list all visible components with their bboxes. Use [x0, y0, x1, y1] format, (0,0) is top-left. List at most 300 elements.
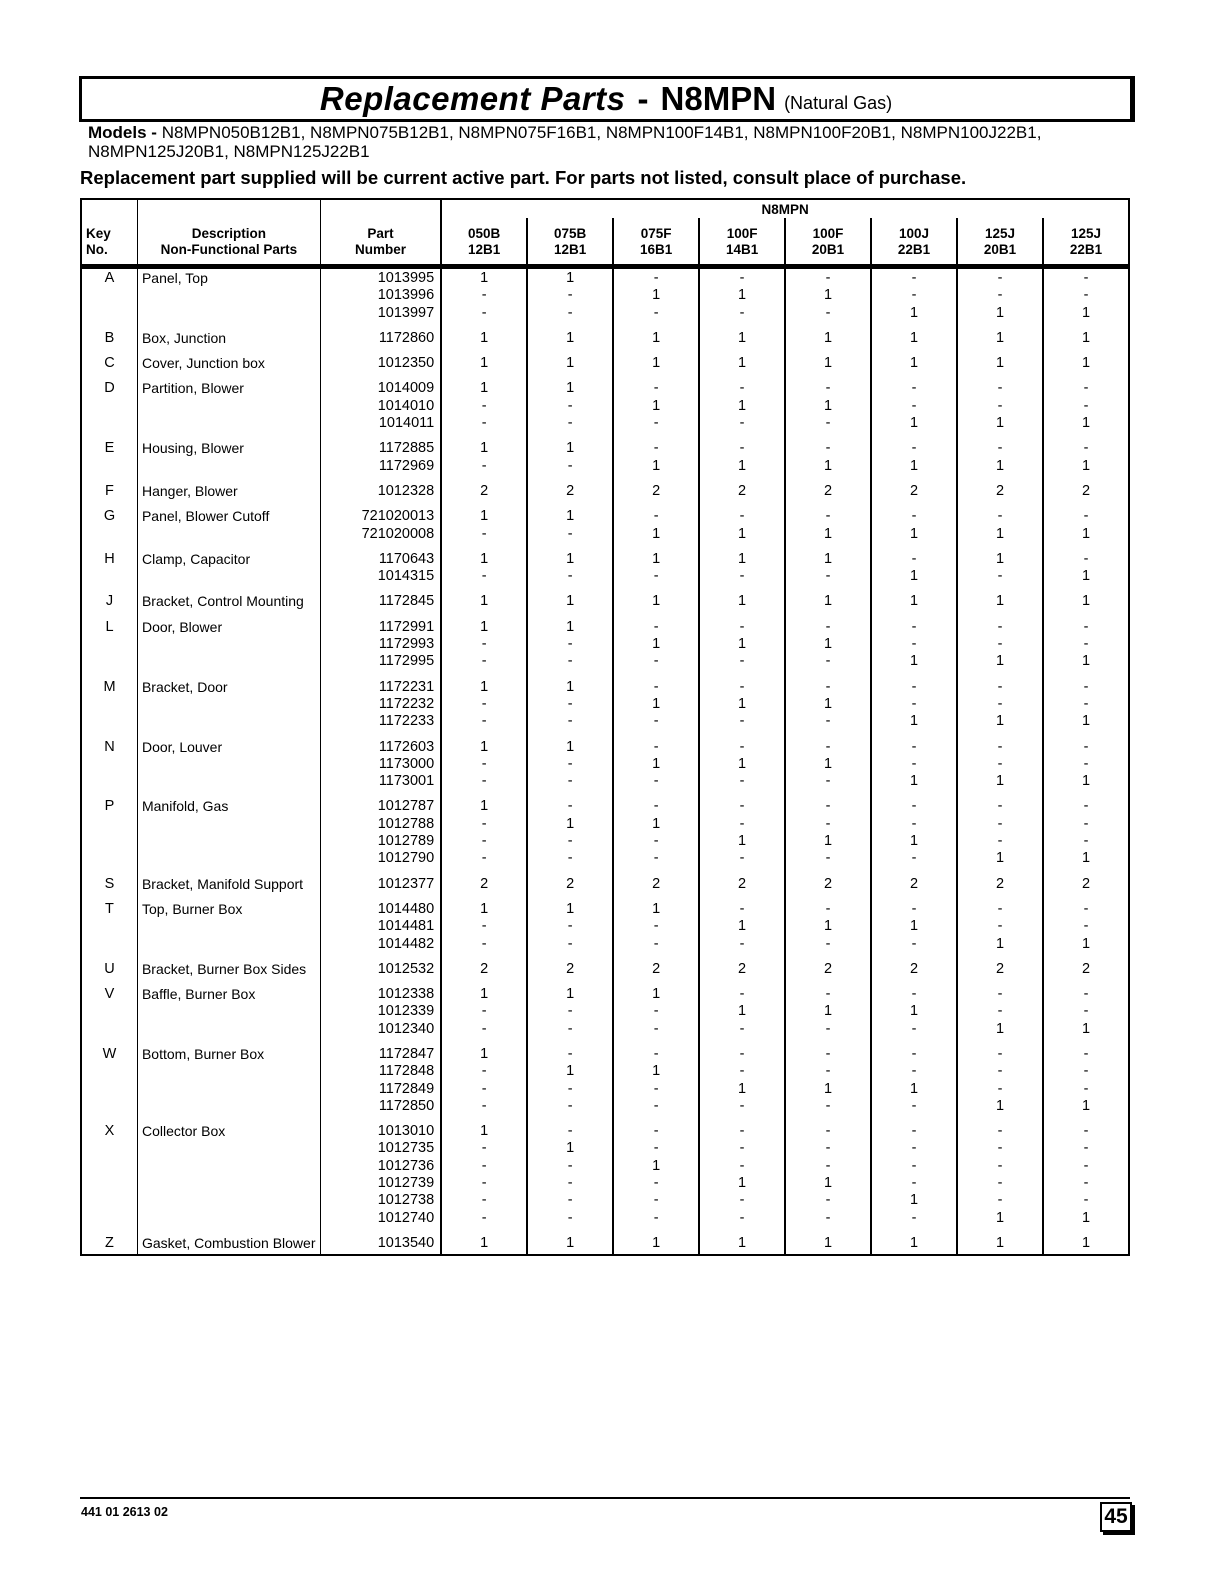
quantity-cell: 2 — [699, 475, 785, 500]
quantity-cell: 1 — [957, 653, 1043, 670]
quantity-cell: - — [957, 756, 1043, 773]
description-cell — [137, 458, 320, 475]
quantity-cell: - — [871, 978, 957, 1003]
quantity-cell: - — [481, 773, 487, 790]
quantity-cell: 1 — [480, 798, 489, 815]
table-row — [81, 833, 1129, 850]
description-cell — [137, 526, 320, 543]
quantity-cell: - — [613, 918, 699, 935]
quantity-cell: 1 — [527, 1140, 613, 1157]
table-row — [81, 500, 1129, 525]
quantity-cell: 1 — [699, 636, 785, 653]
quantity-cell: - — [785, 372, 871, 397]
quantity-cell: 1 — [785, 833, 871, 850]
header-model-column: 075B 12B1 — [527, 218, 613, 267]
description-cell — [137, 287, 320, 304]
fuel-type: (Natural Gas) — [784, 92, 893, 113]
table-row — [81, 458, 1129, 475]
quantity-cell: - — [1043, 287, 1129, 304]
quantity-cell: - — [527, 936, 613, 953]
title-separator: - — [637, 80, 649, 117]
table-row — [81, 756, 1129, 773]
quantity-cell: 1 — [1043, 568, 1129, 585]
quantity-cell: - — [785, 267, 871, 288]
quantity-cell: 1 — [871, 918, 957, 935]
quantity-cell: 1 — [785, 526, 871, 543]
quantity-cell: 1 — [871, 526, 957, 543]
quantity-cell: 1 — [785, 322, 871, 347]
quantity-cell: 2 — [871, 475, 957, 500]
key-no-cell — [81, 1021, 137, 1038]
quantity-cell: - — [957, 287, 1043, 304]
table-row — [81, 475, 1129, 500]
table-row — [81, 543, 1129, 568]
replacement-notice: Replacement part supplied will be current active part. For parts not listed, consult place of purchase. — [80, 167, 967, 188]
quantity-cell: - — [527, 1115, 613, 1140]
part-number-cell: 1012350 — [320, 347, 441, 372]
part-number-cell: 1170643 — [320, 543, 441, 568]
quantity-cell: - — [527, 696, 613, 713]
quantity-cell: 1 — [613, 696, 699, 713]
quantity-cell: 2 — [871, 868, 957, 893]
header-model-column: 100F 20B1 — [785, 218, 871, 267]
table-row — [81, 1140, 1129, 1157]
part-number-cell: 1014010 — [320, 398, 441, 415]
quantity-cell: - — [871, 893, 957, 918]
quantity-cell: - — [481, 568, 487, 585]
quantity-cell: - — [957, 636, 1043, 653]
quantity-cell: 1 — [871, 585, 957, 610]
quantity-cell: - — [1043, 671, 1129, 696]
quantity-cell: - — [957, 696, 1043, 713]
table-row — [81, 398, 1129, 415]
description-cell: Partition, Blower — [137, 372, 320, 397]
quantity-cell: - — [613, 671, 699, 696]
quantity-cell: 1 — [871, 713, 957, 730]
header-model-column: 125J 20B1 — [957, 218, 1043, 267]
description-cell — [137, 415, 320, 432]
quantity-cell: - — [527, 713, 613, 730]
quantity-cell: 1 — [527, 893, 613, 918]
quantity-cell: - — [527, 1192, 613, 1209]
description-cell: Baffle, Burner Box — [137, 978, 320, 1003]
quantity-cell: - — [957, 1175, 1043, 1192]
key-no-cell — [81, 918, 137, 935]
quantity-cell: - — [527, 1175, 613, 1192]
part-number-cell: 1012339 — [320, 1003, 441, 1020]
quantity-cell: 1 — [785, 585, 871, 610]
quantity-cell: - — [481, 525, 487, 542]
quantity-cell: - — [1043, 1038, 1129, 1063]
quantity-cell: 1 — [957, 305, 1043, 322]
key-no-cell: Z — [81, 1227, 137, 1255]
quantity-cell: - — [785, 1098, 871, 1115]
quantity-cell: 1 — [871, 833, 957, 850]
quantity-cell: 2 — [527, 953, 613, 978]
quantity-cell: - — [481, 1157, 487, 1174]
quantity-cell: - — [481, 304, 487, 321]
quantity-cell: 1 — [785, 398, 871, 415]
models-list — [88, 123, 1148, 161]
quantity-cell: 1 — [527, 731, 613, 756]
quantity-cell: - — [699, 653, 785, 670]
quantity-cell: - — [699, 432, 785, 457]
table-row — [81, 1063, 1129, 1080]
description-cell — [137, 305, 320, 322]
key-no-cell: P — [81, 790, 137, 815]
key-no-cell: N — [81, 731, 137, 756]
part-number-cell: 1013995 — [320, 267, 441, 288]
description-cell — [137, 636, 320, 653]
quantity-cell: - — [785, 1021, 871, 1038]
quantity-cell: 2 — [1043, 868, 1129, 893]
quantity-cell: - — [699, 1021, 785, 1038]
quantity-cell: - — [957, 500, 1043, 525]
quantity-cell: - — [957, 1081, 1043, 1098]
quantity-cell: 1 — [957, 415, 1043, 432]
quantity-cell: - — [699, 1158, 785, 1175]
quantity-cell: - — [527, 1038, 613, 1063]
quantity-cell: 1 — [871, 1227, 957, 1255]
key-no-cell — [81, 653, 137, 670]
quantity-cell: 1 — [527, 671, 613, 696]
quantity-cell: - — [613, 1140, 699, 1157]
quantity-cell: - — [957, 1063, 1043, 1080]
quantity-cell: - — [699, 1192, 785, 1209]
quantity-cell: - — [1043, 636, 1129, 653]
quantity-cell: 2 — [1043, 953, 1129, 978]
models-label: Models - — [88, 123, 157, 142]
table-row — [81, 267, 1129, 288]
quantity-cell: - — [785, 568, 871, 585]
part-number-cell: 1172885 — [320, 432, 441, 457]
quantity-cell: - — [957, 978, 1043, 1003]
quantity-cell: - — [699, 611, 785, 636]
table-row — [81, 773, 1129, 790]
quantity-cell: 1 — [957, 1227, 1043, 1255]
part-number-cell: 1012338 — [320, 978, 441, 1003]
quantity-cell: 1 — [613, 585, 699, 610]
parts-table — [80, 198, 1130, 1256]
quantity-cell: 1 — [527, 585, 613, 610]
quantity-cell: 1 — [527, 543, 613, 568]
page-title-box — [79, 76, 1135, 122]
table-row — [81, 713, 1129, 730]
table-row — [81, 816, 1129, 833]
quantity-cell: 2 — [480, 960, 489, 977]
quantity-cell: 2 — [527, 868, 613, 893]
key-no-cell: F — [81, 475, 137, 500]
quantity-cell: 1 — [1043, 773, 1129, 790]
quantity-cell: - — [699, 1140, 785, 1157]
quantity-cell: - — [957, 1038, 1043, 1063]
key-no-cell — [81, 1003, 137, 1020]
quantity-cell: 1 — [785, 1003, 871, 1020]
description-cell — [137, 773, 320, 790]
quantity-cell: - — [481, 1080, 487, 1097]
quantity-cell: - — [699, 415, 785, 432]
quantity-cell: - — [871, 500, 957, 525]
quantity-cell: - — [613, 1098, 699, 1115]
table-row — [81, 918, 1129, 935]
quantity-cell: - — [1043, 918, 1129, 935]
quantity-cell: - — [957, 568, 1043, 585]
quantity-cell: 1 — [480, 618, 489, 635]
description-cell — [137, 816, 320, 833]
key-no-cell — [81, 773, 137, 790]
quantity-cell: - — [527, 287, 613, 304]
quantity-cell: 1 — [871, 653, 957, 670]
key-no-cell — [81, 305, 137, 322]
quantity-cell: 1 — [613, 398, 699, 415]
quantity-cell: - — [613, 1192, 699, 1209]
key-no-cell — [81, 850, 137, 867]
description-cell — [137, 936, 320, 953]
table-row — [81, 568, 1129, 585]
quantity-cell: 1 — [957, 526, 1043, 543]
key-no-cell — [81, 936, 137, 953]
key-no-cell — [81, 458, 137, 475]
quantity-cell: - — [785, 1115, 871, 1140]
quantity-cell: - — [957, 432, 1043, 457]
description-cell — [137, 1003, 320, 1020]
quantity-cell: 1 — [957, 850, 1043, 867]
part-number-cell: 1012739 — [320, 1175, 441, 1192]
quantity-cell: 1 — [1043, 458, 1129, 475]
table-row — [81, 372, 1129, 397]
part-number-cell: 1012735 — [320, 1140, 441, 1157]
quantity-cell: 1 — [1043, 1021, 1129, 1038]
quantity-cell: - — [871, 543, 957, 568]
quantity-cell: 1 — [699, 696, 785, 713]
quantity-cell: - — [871, 1115, 957, 1140]
quantity-cell: - — [481, 815, 487, 832]
quantity-cell: - — [481, 755, 487, 772]
quantity-cell: 1 — [613, 636, 699, 653]
quantity-cell: - — [1043, 611, 1129, 636]
quantity-cell: - — [699, 850, 785, 867]
quantity-cell: 1 — [699, 458, 785, 475]
description-cell — [137, 833, 320, 850]
quantity-cell: 2 — [613, 868, 699, 893]
quantity-cell: - — [871, 696, 957, 713]
quantity-cell: - — [785, 1158, 871, 1175]
quantity-cell: - — [527, 398, 613, 415]
quantity-cell: - — [1043, 1192, 1129, 1209]
quantity-cell: - — [481, 850, 487, 867]
quantity-cell: - — [527, 918, 613, 935]
quantity-cell: 2 — [613, 953, 699, 978]
footer-rule — [80, 1497, 1130, 1499]
table-row — [81, 305, 1129, 322]
quantity-cell: - — [1043, 833, 1129, 850]
quantity-cell: - — [871, 398, 957, 415]
quantity-cell: - — [699, 773, 785, 790]
part-number-cell: 1012788 — [320, 816, 441, 833]
part-number-cell: 1012377 — [320, 868, 441, 893]
quantity-cell: - — [699, 816, 785, 833]
key-no-cell — [81, 398, 137, 415]
description-cell — [137, 713, 320, 730]
quantity-cell: 1 — [480, 678, 489, 695]
quantity-cell: - — [1043, 1063, 1129, 1080]
quantity-cell: 1 — [613, 287, 699, 304]
description-cell: Bracket, Burner Box Sides — [137, 953, 320, 978]
table-row — [81, 1003, 1129, 1020]
page-number: 45 — [1100, 1502, 1132, 1532]
key-no-cell — [81, 1098, 137, 1115]
description-cell — [137, 918, 320, 935]
quantity-cell: 1 — [613, 526, 699, 543]
part-number-cell: 1012532 — [320, 953, 441, 978]
table-row — [81, 953, 1129, 978]
part-number-cell: 1012740 — [320, 1210, 441, 1227]
quantity-cell: 1 — [699, 1175, 785, 1192]
quantity-cell: - — [481, 1063, 487, 1080]
quantity-cell: - — [613, 833, 699, 850]
quantity-cell: 2 — [785, 953, 871, 978]
quantity-cell: - — [785, 731, 871, 756]
key-no-cell: D — [81, 372, 137, 397]
header-model-column: 050B 12B1 — [468, 226, 501, 257]
description-cell: Top, Burner Box — [137, 893, 320, 918]
key-no-cell — [81, 1210, 137, 1227]
quantity-cell: 1 — [1043, 936, 1129, 953]
quantity-cell: 1 — [613, 756, 699, 773]
quantity-cell: - — [957, 893, 1043, 918]
quantity-cell: 1 — [527, 432, 613, 457]
table-row — [81, 978, 1129, 1003]
quantity-cell: - — [481, 457, 487, 474]
quantity-cell: - — [613, 1115, 699, 1140]
quantity-cell: 1 — [1043, 415, 1129, 432]
quantity-cell: - — [871, 1158, 957, 1175]
quantity-cell: 2 — [480, 482, 489, 499]
quantity-cell: - — [1043, 398, 1129, 415]
key-no-cell: C — [81, 347, 137, 372]
quantity-cell: - — [613, 1038, 699, 1063]
quantity-cell: 1 — [613, 458, 699, 475]
quantity-cell: - — [785, 415, 871, 432]
quantity-cell: - — [1043, 372, 1129, 397]
quantity-cell: 1 — [613, 1158, 699, 1175]
quantity-cell: - — [1043, 500, 1129, 525]
description-cell: Gasket, Combustion Blower — [137, 1227, 320, 1255]
quantity-cell: 1 — [527, 500, 613, 525]
part-number-cell: 1172233 — [320, 713, 441, 730]
quantity-cell: - — [699, 267, 785, 288]
quantity-cell: 1 — [480, 440, 489, 457]
part-number-cell: 1173000 — [320, 756, 441, 773]
quantity-cell: - — [1043, 1140, 1129, 1157]
table-row — [81, 1158, 1129, 1175]
quantity-cell: 1 — [699, 322, 785, 347]
quantity-cell: 1 — [613, 978, 699, 1003]
key-no-cell: H — [81, 543, 137, 568]
key-no-cell — [81, 1175, 137, 1192]
quantity-cell: 1 — [527, 267, 613, 288]
table-row — [81, 526, 1129, 543]
quantity-cell: - — [699, 1063, 785, 1080]
quantity-cell: - — [871, 372, 957, 397]
quantity-cell: - — [481, 287, 487, 304]
quantity-cell: 1 — [527, 347, 613, 372]
key-no-cell — [81, 415, 137, 432]
quantity-cell: 1 — [480, 986, 489, 1003]
quantity-cell: - — [1043, 756, 1129, 773]
quantity-cell: 1 — [480, 738, 489, 755]
table-row — [81, 636, 1129, 653]
quantity-cell: 1 — [957, 936, 1043, 953]
quantity-cell: - — [613, 790, 699, 815]
key-no-cell — [81, 568, 137, 585]
quantity-cell: - — [481, 1175, 487, 1192]
table-row — [81, 1021, 1129, 1038]
table-row — [81, 1098, 1129, 1115]
description-cell: Housing, Blower — [137, 432, 320, 457]
part-number-cell: 1014011 — [320, 415, 441, 432]
quantity-cell: 1 — [1043, 305, 1129, 322]
table-row — [81, 731, 1129, 756]
quantity-cell: - — [481, 713, 487, 730]
table-row — [81, 611, 1129, 636]
description-cell — [137, 756, 320, 773]
quantity-cell: 1 — [785, 1081, 871, 1098]
quantity-cell: - — [785, 1063, 871, 1080]
quantity-cell: - — [699, 1038, 785, 1063]
quantity-cell: 1 — [1043, 585, 1129, 610]
quantity-cell: 1 — [613, 816, 699, 833]
description-cell — [137, 398, 320, 415]
quantity-cell: 2 — [480, 875, 489, 892]
quantity-cell: - — [699, 500, 785, 525]
quantity-cell: - — [613, 267, 699, 288]
quantity-cell: 1 — [871, 1081, 957, 1098]
quantity-cell: - — [481, 1020, 487, 1037]
quantity-cell: - — [957, 611, 1043, 636]
part-number-cell: 721020008 — [320, 526, 441, 543]
key-no-cell: T — [81, 893, 137, 918]
quantity-cell: - — [699, 568, 785, 585]
quantity-cell: - — [785, 671, 871, 696]
description-cell — [137, 653, 320, 670]
quantity-cell: 1 — [699, 585, 785, 610]
quantity-cell: - — [613, 713, 699, 730]
quantity-cell: 1 — [957, 773, 1043, 790]
quantity-cell: 1 — [871, 322, 957, 347]
quantity-cell: - — [957, 833, 1043, 850]
quantity-cell: - — [1043, 978, 1129, 1003]
table-row — [81, 1192, 1129, 1209]
quantity-cell: 1 — [1043, 526, 1129, 543]
quantity-cell: 1 — [527, 816, 613, 833]
part-number-cell: 1172845 — [320, 585, 441, 610]
description-cell — [137, 1140, 320, 1157]
quantity-cell: - — [613, 731, 699, 756]
quantity-cell: - — [1043, 432, 1129, 457]
quantity-cell: - — [699, 731, 785, 756]
quantity-cell: 1 — [785, 696, 871, 713]
table-row — [81, 322, 1129, 347]
header-key-no: Key No. — [81, 199, 137, 267]
quantity-cell: 1 — [527, 978, 613, 1003]
quantity-cell: 1 — [957, 713, 1043, 730]
quantity-cell: 1 — [699, 1081, 785, 1098]
description-cell: Hanger, Blower — [137, 475, 320, 500]
quantity-cell: - — [481, 1140, 487, 1157]
description-cell: Panel, Blower Cutoff — [137, 500, 320, 525]
part-number-cell: 1172848 — [320, 1063, 441, 1080]
